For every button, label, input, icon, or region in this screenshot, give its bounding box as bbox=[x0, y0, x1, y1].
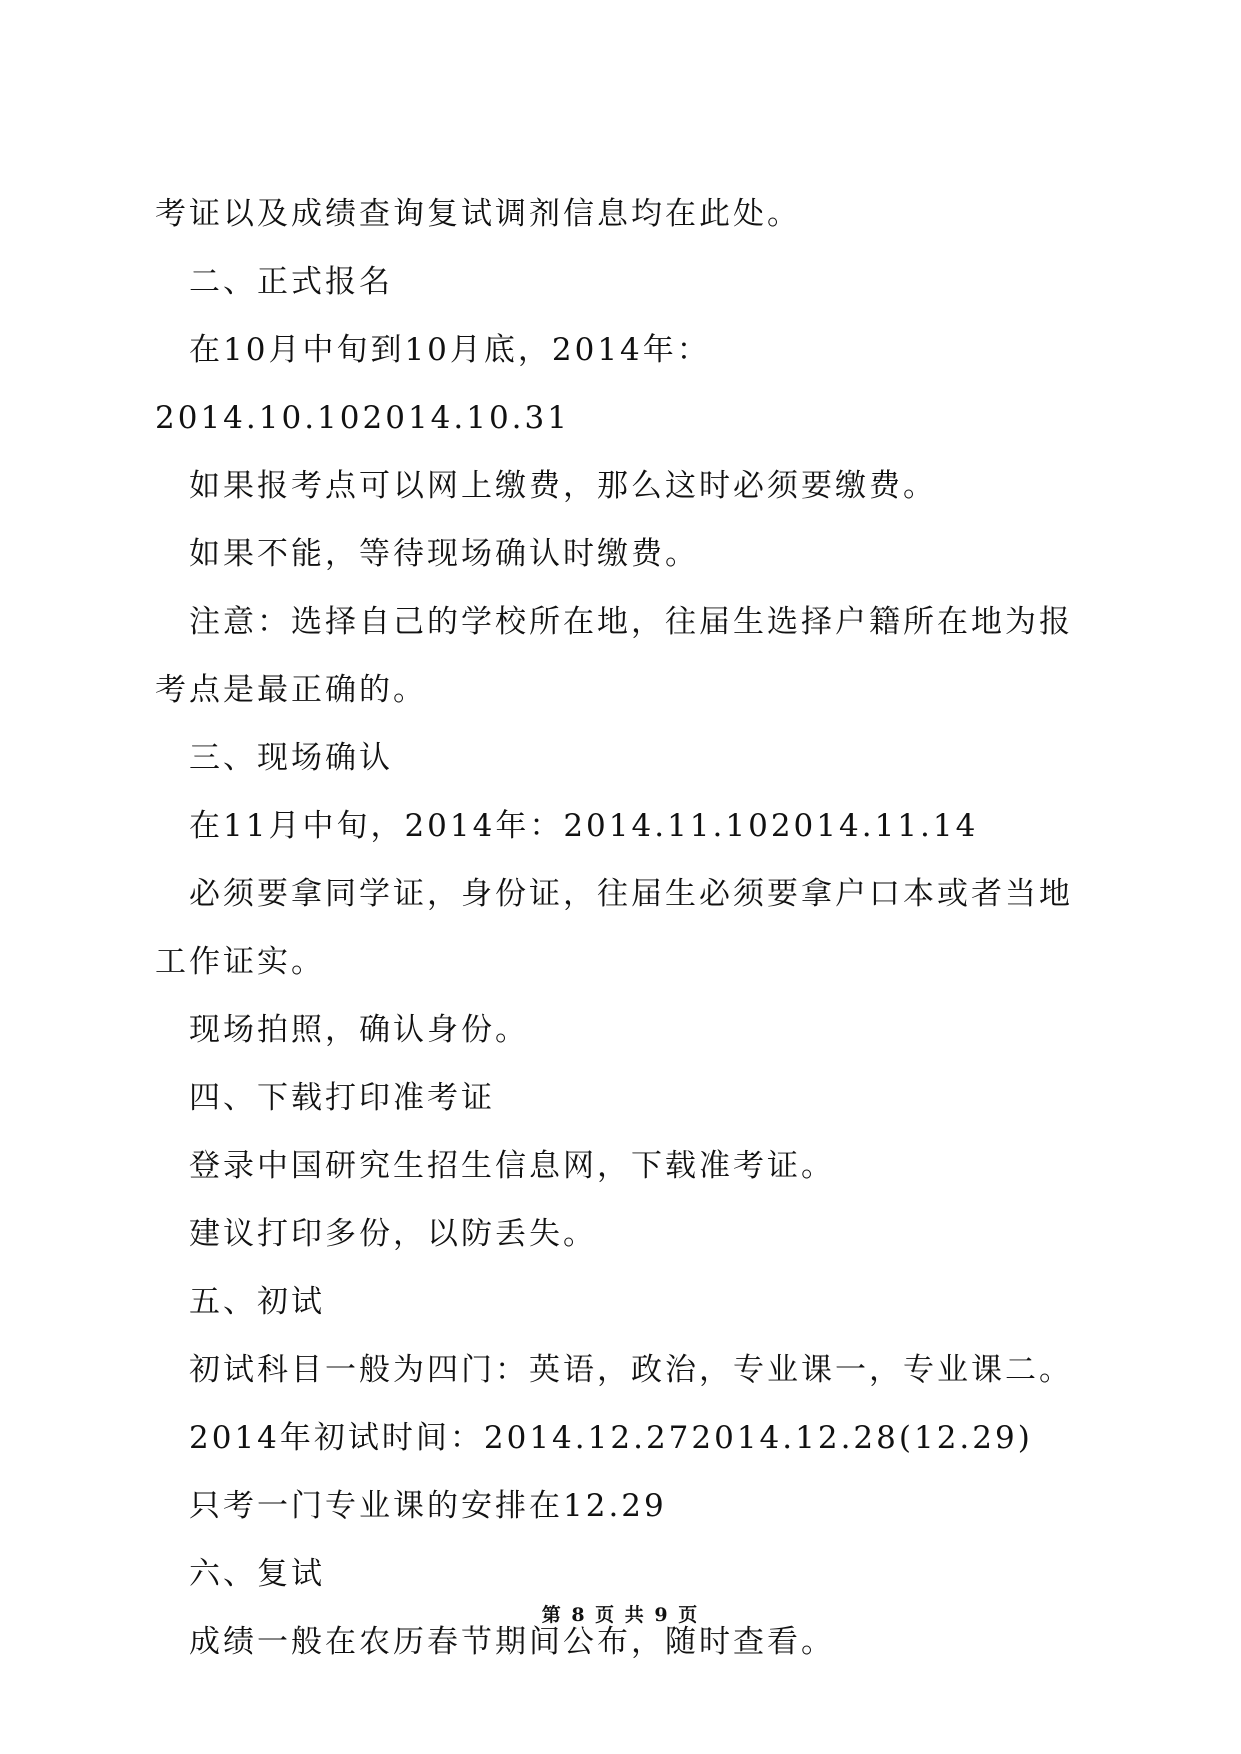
section-heading-onsite-confirmation: 三、现场确认 bbox=[189, 740, 393, 776]
paragraph: 2014年初试时间：2014.12.272014.12.28(12.29) bbox=[189, 1420, 1033, 1456]
paragraph: 必须要拿同学证，身份证，往届生必须要拿户口本或者当地工作证实。 bbox=[155, 876, 1073, 980]
paragraph: 现场拍照，确认身份。 bbox=[189, 1012, 529, 1048]
section-heading-formal-registration: 二、正式报名 bbox=[189, 264, 393, 300]
paragraph: 建议打印多份，以防丢失。 bbox=[189, 1216, 597, 1252]
section-heading-retest: 六、复试 bbox=[189, 1556, 325, 1592]
paragraph: 在10月中旬到10月底，2014年：2014.10.102014.10.31 bbox=[155, 332, 711, 436]
paragraph: 如果报考点可以网上缴费，那么这时必须要缴费。 bbox=[189, 468, 937, 504]
paragraph: 在11月中旬，2014年：2014.11.102014.11.14 bbox=[189, 808, 979, 844]
paragraph: 如果不能，等待现场确认时缴费。 bbox=[189, 536, 699, 572]
page-number-footer: 第 8 页 共 9 页 bbox=[541, 1604, 700, 1626]
paragraph: 成绩一般在农历春节期间公布，随时查看。 bbox=[189, 1624, 835, 1660]
paragraph: 登录中国研究生招生信息网，下载准考证。 bbox=[189, 1148, 835, 1184]
section-heading-admission-ticket: 四、下载打印准考证 bbox=[189, 1080, 495, 1116]
paragraph-continuation: 考证以及成绩查询复试调剂信息均在此处。 bbox=[155, 196, 801, 232]
paragraph: 只考一门专业课的安排在12.29 bbox=[189, 1488, 667, 1524]
document-body bbox=[155, 180, 1090, 1676]
paragraph: 初试科目一般为四门：英语，政治，专业课一，专业课二。 bbox=[189, 1352, 1073, 1388]
paragraph-note: 注意：选择自己的学校所在地，往届生选择户籍所在地为报考点是最正确的。 bbox=[155, 604, 1073, 708]
section-heading-preliminary-exam: 五、初试 bbox=[189, 1284, 325, 1320]
